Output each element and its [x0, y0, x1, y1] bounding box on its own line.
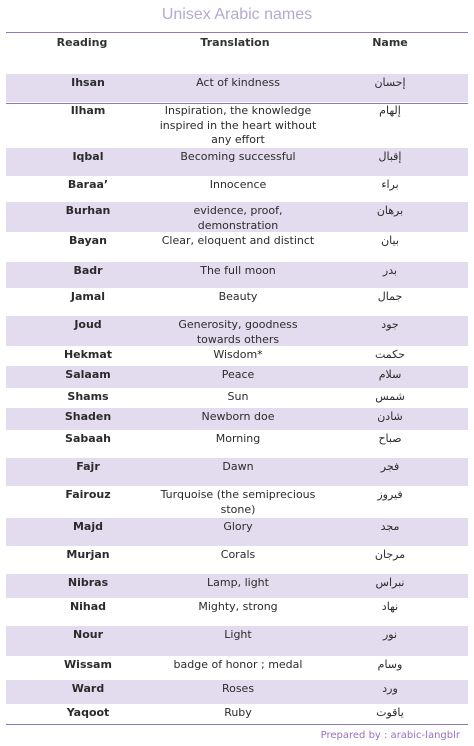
- table-row: [6, 626, 468, 657]
- reading-cell: Jamal: [70, 290, 106, 303]
- reading-cell: Ihsan: [71, 76, 105, 89]
- translation-cell: Turquoise (the semiprecious stone): [160, 488, 316, 516]
- footer-credit: Prepared by : arabic-langblr: [320, 730, 460, 741]
- table-row: [6, 366, 468, 389]
- table-row: [6, 408, 468, 431]
- reading-cell: Nour: [72, 628, 104, 641]
- translation-cell: Beauty: [218, 290, 258, 303]
- reading-cell: Ward: [71, 682, 105, 695]
- arabic-name-cell: حكمت: [374, 348, 406, 361]
- reading-cell: Salaam: [65, 368, 111, 381]
- arabic-name-cell: ورد: [382, 682, 398, 695]
- arabic-name-cell: شمس: [375, 390, 405, 403]
- table-row: [6, 574, 468, 599]
- translation-cell: Corals: [220, 548, 256, 561]
- translation-cell: The full moon: [200, 264, 276, 277]
- reading-cell: Yaqoot: [66, 706, 110, 719]
- translation-cell: Peace: [221, 368, 255, 381]
- translation-cell: Clear, eloquent and distinct: [161, 234, 315, 247]
- reading-cell: Ilham: [70, 104, 106, 117]
- arabic-name-cell: فيروز: [377, 488, 403, 501]
- table-row: [6, 148, 468, 177]
- reading-cell: Fairouz: [65, 488, 111, 501]
- reading-cell: Sabaah: [65, 432, 111, 445]
- table-row: [6, 546, 468, 575]
- table-row: [6, 388, 468, 409]
- header-translation: Translation: [200, 36, 270, 49]
- table-row: [6, 346, 468, 367]
- reading-cell: Shaden: [64, 410, 112, 423]
- reading-cell: Fajr: [76, 460, 100, 473]
- arabic-name-cell: فجر: [380, 460, 400, 473]
- arabic-name-cell: شادن: [377, 410, 403, 423]
- footer-rule: [6, 724, 468, 725]
- arabic-name-cell: نور: [382, 628, 398, 641]
- reading-cell: Joud: [74, 318, 102, 331]
- reading-cell: Wissam: [64, 658, 112, 671]
- table-row: [6, 598, 468, 627]
- translation-cell: Morning: [215, 432, 261, 445]
- table-row: [6, 102, 468, 149]
- arabic-name-cell: إلهام: [379, 104, 401, 117]
- translation-cell: Mighty, strong: [198, 600, 278, 613]
- translation-cell: Generosity, goodness towards others: [178, 318, 298, 346]
- arabic-name-cell: نهاد: [381, 600, 399, 613]
- table-row: [6, 656, 468, 681]
- table-row: [6, 176, 468, 203]
- table-row: [6, 288, 468, 317]
- translation-cell: evidence, proof, demonstration: [193, 204, 283, 232]
- arabic-name-cell: ياقوت: [376, 706, 404, 719]
- translation-cell: Roses: [221, 682, 255, 695]
- arabic-name-cell: مجد: [380, 520, 400, 533]
- translation-cell: Glory: [223, 520, 253, 533]
- reading-cell: Murjan: [66, 548, 110, 561]
- translation-cell: Inspiration, the knowledge inspired in the heart without any effort: [159, 104, 317, 146]
- translation-cell: Sun: [227, 390, 249, 403]
- translation-cell: Act of kindness: [196, 76, 280, 89]
- translation-cell: Lamp, light: [207, 576, 269, 589]
- reading-cell: Bayan: [69, 234, 107, 247]
- arabic-name-cell: إقبال: [378, 150, 402, 163]
- header-name: Name: [372, 36, 408, 49]
- table-row: [6, 486, 468, 519]
- translation-cell: Innocence: [209, 178, 267, 191]
- reading-cell: Burhan: [65, 204, 111, 217]
- arabic-name-cell: جود: [381, 318, 399, 331]
- table-row: [6, 316, 468, 347]
- translation-cell: Becoming successful: [180, 150, 296, 163]
- arabic-name-cell: براء: [381, 178, 399, 191]
- arabic-name-cell: مرجان: [374, 548, 406, 561]
- table-row: [6, 262, 468, 289]
- table-row: [6, 518, 468, 547]
- reading-cell: Badr: [73, 264, 103, 277]
- table-row: [6, 430, 468, 459]
- reading-cell: Hekmat: [63, 348, 113, 361]
- table-row: [6, 458, 468, 487]
- reading-cell: Shams: [67, 390, 109, 403]
- arabic-name-cell: صباح: [378, 432, 402, 445]
- translation-cell: Ruby: [224, 706, 252, 719]
- reading-cell: Nibras: [67, 576, 109, 589]
- table-row: [6, 202, 468, 233]
- arabic-name-cell: إحسان: [374, 76, 406, 89]
- reading-cell: Baraa’: [67, 178, 109, 191]
- reading-cell: Majd: [72, 520, 103, 533]
- arabic-name-cell: جمال: [377, 290, 403, 303]
- arabic-name-cell: نبراس: [375, 576, 405, 589]
- page-title: Unisex Arabic names: [161, 6, 313, 23]
- translation-cell: Light: [224, 628, 252, 641]
- arabic-name-cell: وسام: [377, 658, 403, 671]
- translation-cell: badge of honor ; medal: [173, 658, 303, 671]
- arabic-name-cell: بدر: [382, 264, 398, 277]
- translation-cell: Dawn: [222, 460, 254, 473]
- translation-cell: Wisdom*: [213, 348, 263, 361]
- table-row: [6, 232, 468, 263]
- reading-cell: Iqbal: [72, 150, 104, 163]
- reading-cell: Nihad: [69, 600, 107, 613]
- translation-cell: Newborn doe: [201, 410, 275, 423]
- arabic-name-cell: بيان: [381, 234, 399, 247]
- header-reading: Reading: [56, 36, 108, 49]
- arabic-name-cell: سلام: [378, 368, 402, 381]
- table-row: [6, 680, 468, 705]
- arabic-name-cell: برهان: [376, 204, 404, 217]
- table-row: [6, 74, 468, 103]
